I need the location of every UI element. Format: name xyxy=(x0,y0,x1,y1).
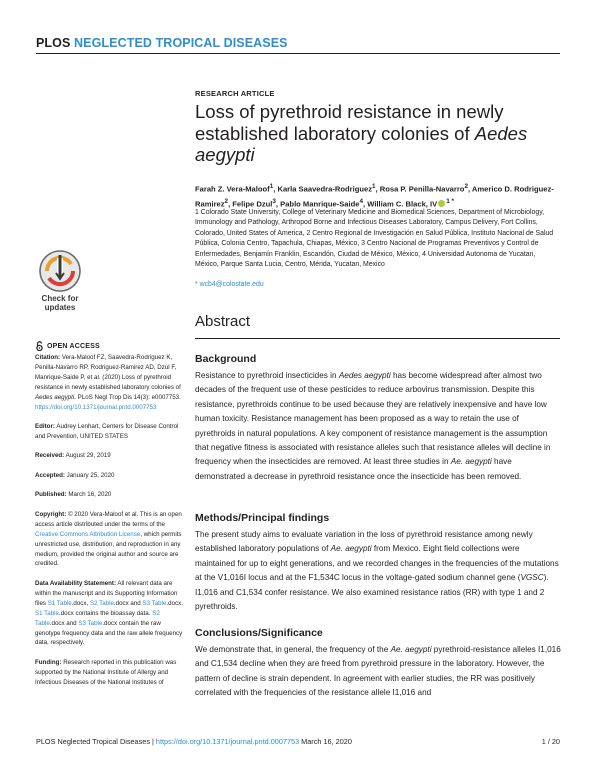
title-main: Loss of pyrethroid resistance in newly established laboratory colonies of xyxy=(195,101,504,144)
badge-line: Check for xyxy=(41,294,79,303)
data-availability xyxy=(35,579,185,648)
s3-table-link[interactable]: S3 Table xyxy=(142,599,167,607)
accepted xyxy=(35,471,185,481)
orcid-icon[interactable] xyxy=(438,200,445,207)
paragraph-text: from Mexico. Eight field collections were maintained for up to eight generations, and we recorded changes in the frequencies of the mutations at the V1,016I locus and at the F1,534C locus in the voltage-gated sodium channel gene ( xyxy=(195,544,559,583)
affiliation-mark: 2 xyxy=(224,197,229,205)
check-for-updates-icon[interactable] xyxy=(35,249,85,293)
open-access-label: OPEN ACCESS xyxy=(47,342,100,350)
copyright-label: Copyright: xyxy=(35,510,67,518)
affiliation-mark: 2 xyxy=(464,183,468,190)
s2-table-link[interactable]: S2 Table xyxy=(89,599,114,607)
paragraph-text: ). I1,016 and C1,534 confer resistance. We also examined resistance ratios (RR) with type 1 and 2 pyrethroids. xyxy=(195,573,549,612)
article-title xyxy=(195,101,555,166)
conclusions-paragraph xyxy=(195,643,561,701)
page-footer xyxy=(36,737,560,746)
journal-name: NEGLECTED TROPICAL DISEASES xyxy=(74,36,288,50)
funding-label: Funding: xyxy=(35,658,62,666)
background-heading: Background xyxy=(195,353,257,365)
page-number: 1 / 20 xyxy=(541,737,560,746)
s2-table-link[interactable]: S2 Table xyxy=(35,609,160,627)
data-text: .docx. xyxy=(166,599,183,607)
author[interactable]: , William C. Black, IV xyxy=(363,199,438,209)
species-name: Ae. aegypti xyxy=(330,544,372,554)
data-text: All relevant data are within the manuscript and its Supporting Information files xyxy=(35,579,178,607)
paragraph-text: pyrethroid-resistance alleles I1,016 and C1,534 decline when they are freed from pyrethroid pressure in the laboratory. However, the pattern of decline is strain dependent. In agreement with earlier studies, the RR was positively correlated with the frequencies of the resistance allele I1,016 and xyxy=(195,645,561,698)
funding xyxy=(35,658,185,688)
published xyxy=(35,490,185,500)
citation-label: Citation: xyxy=(35,354,61,361)
footer-doi-link[interactable]: https://doi.org/10.1371/journal.pntd.0007753 xyxy=(155,737,300,746)
title-species: Aedes aegypti xyxy=(195,122,528,165)
affiliation-mark: 3 xyxy=(272,197,276,205)
open-lock-icon xyxy=(35,341,44,351)
author[interactable]: Farah Z. Vera-Maloof xyxy=(195,184,270,194)
abstract-heading: Abstract xyxy=(195,313,251,330)
editor-text: Audrey Lenhart, Centers for Disease Control and Prevention, UNITED STATES xyxy=(35,423,179,440)
funding-text: Research reported in this publication was supported by the National Institute of Allergy and Infectious Diseases of the National Institutes of xyxy=(35,658,177,686)
paragraph-text: The present study aims to evaluate variation in the loss of pyrethroid resistance among newly established laboratory populations of xyxy=(195,530,533,554)
data-text: .docx, xyxy=(71,599,90,607)
s1-table-link[interactable]: S1 Table xyxy=(47,599,72,607)
affiliation-mark: 4 xyxy=(359,197,363,205)
species-name: Aedes aegypti xyxy=(338,371,391,380)
accepted-date: January 25, 2020 xyxy=(64,471,115,479)
citation xyxy=(35,353,185,412)
data-text: .docx contains the bioassay data. xyxy=(58,609,153,617)
header-divider xyxy=(36,53,560,54)
citation-species: Aedes aegypti xyxy=(35,393,75,401)
species-name: Ae. aegypti xyxy=(390,645,432,654)
author[interactable]: , Karla Saavedra-Rodriguez xyxy=(273,184,372,194)
check-for-updates-label[interactable] xyxy=(35,294,85,312)
article-type: RESEARCH ARTICLE xyxy=(195,89,275,98)
article-info-sidebar xyxy=(35,353,185,697)
data-text: .docx and xyxy=(49,619,79,627)
methods-heading: Methods/Principal findings xyxy=(195,512,330,524)
editor xyxy=(35,422,185,442)
author[interactable]: , Pablo Manrique-Saide xyxy=(275,199,360,209)
copyright xyxy=(35,510,185,569)
paragraph-text: We demonstrate that, in general, the frequency of the xyxy=(195,645,391,654)
accepted-label: Accepted: xyxy=(35,471,65,479)
gene-name: VGSC xyxy=(520,573,544,583)
journal-publisher: PLOS xyxy=(36,36,71,50)
data-text: .docx contain the raw genotype frequency data and the raw allele frequency data, respectively. xyxy=(35,619,183,647)
open-access-badge xyxy=(35,341,100,351)
affiliation-mark: 1 * xyxy=(446,197,454,205)
data-availability-label: Data Availability Statement: xyxy=(35,579,117,587)
s3-table-link[interactable]: S3 Table xyxy=(78,619,103,627)
journal-header xyxy=(36,36,288,50)
affiliation-mark: 1 xyxy=(372,183,376,190)
affiliation-mark: 1 xyxy=(269,183,274,190)
published-date: March 16, 2020 xyxy=(66,491,112,499)
footer-date: March 16, 2020 xyxy=(299,737,352,746)
license-link[interactable]: Creative Commons Attribution License xyxy=(35,530,141,538)
author[interactable]: , Felipe Dzul xyxy=(228,199,273,209)
published-label: Published: xyxy=(35,491,67,499)
copyright-text: , which permits unrestricted use, distribution, and reproduction in any medium, provided the original author and source are credited. xyxy=(35,530,182,568)
received-label: Received: xyxy=(35,452,65,460)
copyright-text: © 2020 Vera-Maloof et al. This is an open access article distributed under the terms of the xyxy=(35,510,182,528)
conclusions-heading: Conclusions/Significance xyxy=(195,627,323,639)
paragraph-text: has become widespread after almost two decades of the frequent use of these pesticides to reduce arbovirus transmission. Despite this resistance, pyrethroids continue to be used because they are relatively inexpensive and have low human toxicity. Resistance management has been proposed as a way to retain the use of pyrethroids in natural populations. A key component of resistance management is the assumption that negative fitness is associated with resistance alleles such that resistance alleles will decline in frequency when the insecticides are removed. At least three studies in xyxy=(195,371,551,467)
affiliations: 1 Colorado State University, College of Veterinary Medicine and Biomedical Sciences, Department of Microbiology, Immunology and Pathology, Arthropod Borne and Infectious Diseases Laboratory, Campus Delivery, Fort Collins, Colorado, United States of America, 2 Centro Regional de Investigación en Salud Pública, Instituto Nacional de Salud Pública, Colonia Centro, Tapachula, Chiapas, México, 3 Centro Nacional de Programas Preventivos y Control de Enfermedades, Benjamín Franklin, Escandón, Ciudad de México, México, 4 Universidad Autonoma de Yucatan, México, Parque Santa Lucia, Centro, Mérida, Yucatan, Mexico xyxy=(195,209,554,269)
methods-paragraph xyxy=(195,528,561,614)
doi-link[interactable]: https://doi.org/10.1371/journal.pntd.0007753 xyxy=(35,403,157,411)
data-text: .docx and xyxy=(113,599,143,607)
citation-tail: . PLoS Negl Trop Dis 14(3): e0007753. xyxy=(74,393,181,401)
editor-label: Editor: xyxy=(35,423,55,431)
received-date: August 29, 2019 xyxy=(64,452,111,460)
received xyxy=(35,451,185,461)
author[interactable]: , Americo D. Rodriguez-Ramirez xyxy=(195,184,554,209)
footer-journal: PLOS Neglected Tropical Diseases | xyxy=(36,737,156,746)
badge-line: updates xyxy=(44,303,76,312)
species-name: Ae. aegypti xyxy=(450,457,492,467)
author[interactable]: , Rosa P. Penilla-Navarro xyxy=(375,184,465,194)
s1-table-link[interactable]: S1 Table xyxy=(35,609,59,617)
author-list xyxy=(195,181,560,210)
corresponding-email[interactable]: * wcb4@colostate.edu xyxy=(195,281,264,288)
paragraph-text: Resistance to pyrethroid insecticides in xyxy=(195,371,339,380)
abstract-divider xyxy=(195,338,560,339)
background-paragraph xyxy=(195,369,561,484)
paragraph-text: have demonstrated a decrease in pyrethroid resistance once the insecticide has been removed. xyxy=(195,457,522,481)
citation-text: Vera-Maloof FZ, Saavedra-Rodriguez K, Penilla-Navarro RP, Rodriguez-Ramirez AD, Dzul F, Manrique-Saide P, et al. (2020) Loss of pyrethroid resistance in newly established laboratory colonies of xyxy=(35,354,181,391)
